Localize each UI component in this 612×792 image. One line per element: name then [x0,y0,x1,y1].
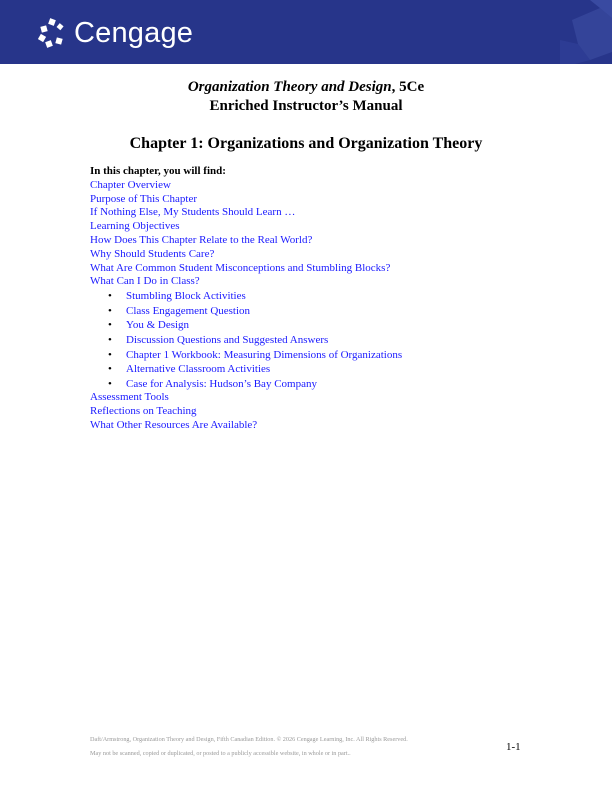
toc-sublink-you-design[interactable]: • You & Design [90,318,530,333]
cengage-mark-icon [38,18,68,48]
toc-link-assessment[interactable]: Assessment Tools [90,391,169,404]
toc-sublink-engagement[interactable]: • Class Engagement Question [90,304,530,319]
toc-link-learning-objectives[interactable]: Learning Objectives [90,220,180,233]
toc-intro: In this chapter, you will find: [90,165,226,177]
toc-link-resources[interactable]: What Other Resources Are Available? [90,418,258,431]
header-banner [0,0,612,64]
toc-sublink-stumbling-block[interactable]: • Stumbling Block Activities [90,289,530,304]
toc-link-real-world[interactable]: How Does This Chapter Relate to the Real World? [90,233,313,246]
toc-link-students-care[interactable]: Why Should Students Care? [90,247,215,260]
table-of-contents [90,165,530,433]
toc-sublink-discussion[interactable]: • Discussion Questions and Suggested Answers [90,333,530,348]
copyright-footer [90,733,510,761]
toc-sublink-alternative[interactable]: • Alternative Classroom Activities [90,362,530,377]
toc-link-chapter-overview[interactable]: Chapter Overview [90,178,171,191]
usage-notice: May not be scanned, copied or duplicated, or posted to a publicly accessible website, in whole or in part.. [90,750,351,757]
book-edition: , 5Ce [391,79,425,95]
brand-name: Cengage [74,17,194,49]
toc-link-in-class[interactable]: What Can I Do in Class? [90,275,200,288]
toc-sublink-workbook[interactable]: • Chapter 1 Workbook: Measuring Dimensions of Organizations [90,348,530,363]
title-block [0,78,612,116]
manual-title: Enriched Instructor’s Manual [209,98,403,114]
page-number: 1-1 [506,741,521,753]
book-title-italic: Organization Theory and Design [187,79,392,95]
toc-link-nothing-else[interactable]: If Nothing Else, My Students Should Learn … [90,206,296,219]
chapter-title: Chapter 1: Organizations and Organization Theory [129,135,483,152]
toc-link-misconceptions[interactable]: What Are Common Student Misconceptions and Stumbling Blocks? [90,261,391,274]
toc-link-reflections[interactable]: Reflections on Teaching [90,405,197,418]
toc-sublink-case[interactable]: • Case for Analysis: Hudson’s Bay Company [90,377,530,392]
cengage-logo[interactable] [38,16,193,50]
book-title [0,78,612,97]
toc-sublist [90,289,530,391]
toc-link-purpose[interactable]: Purpose of This Chapter [90,192,198,205]
copyright-line: Daft/Armstrong, Organization Theory and Design, Fifth Canadian Edition. © 2026 Cengage Learning, Inc. All Rights Reserved. [90,736,408,743]
